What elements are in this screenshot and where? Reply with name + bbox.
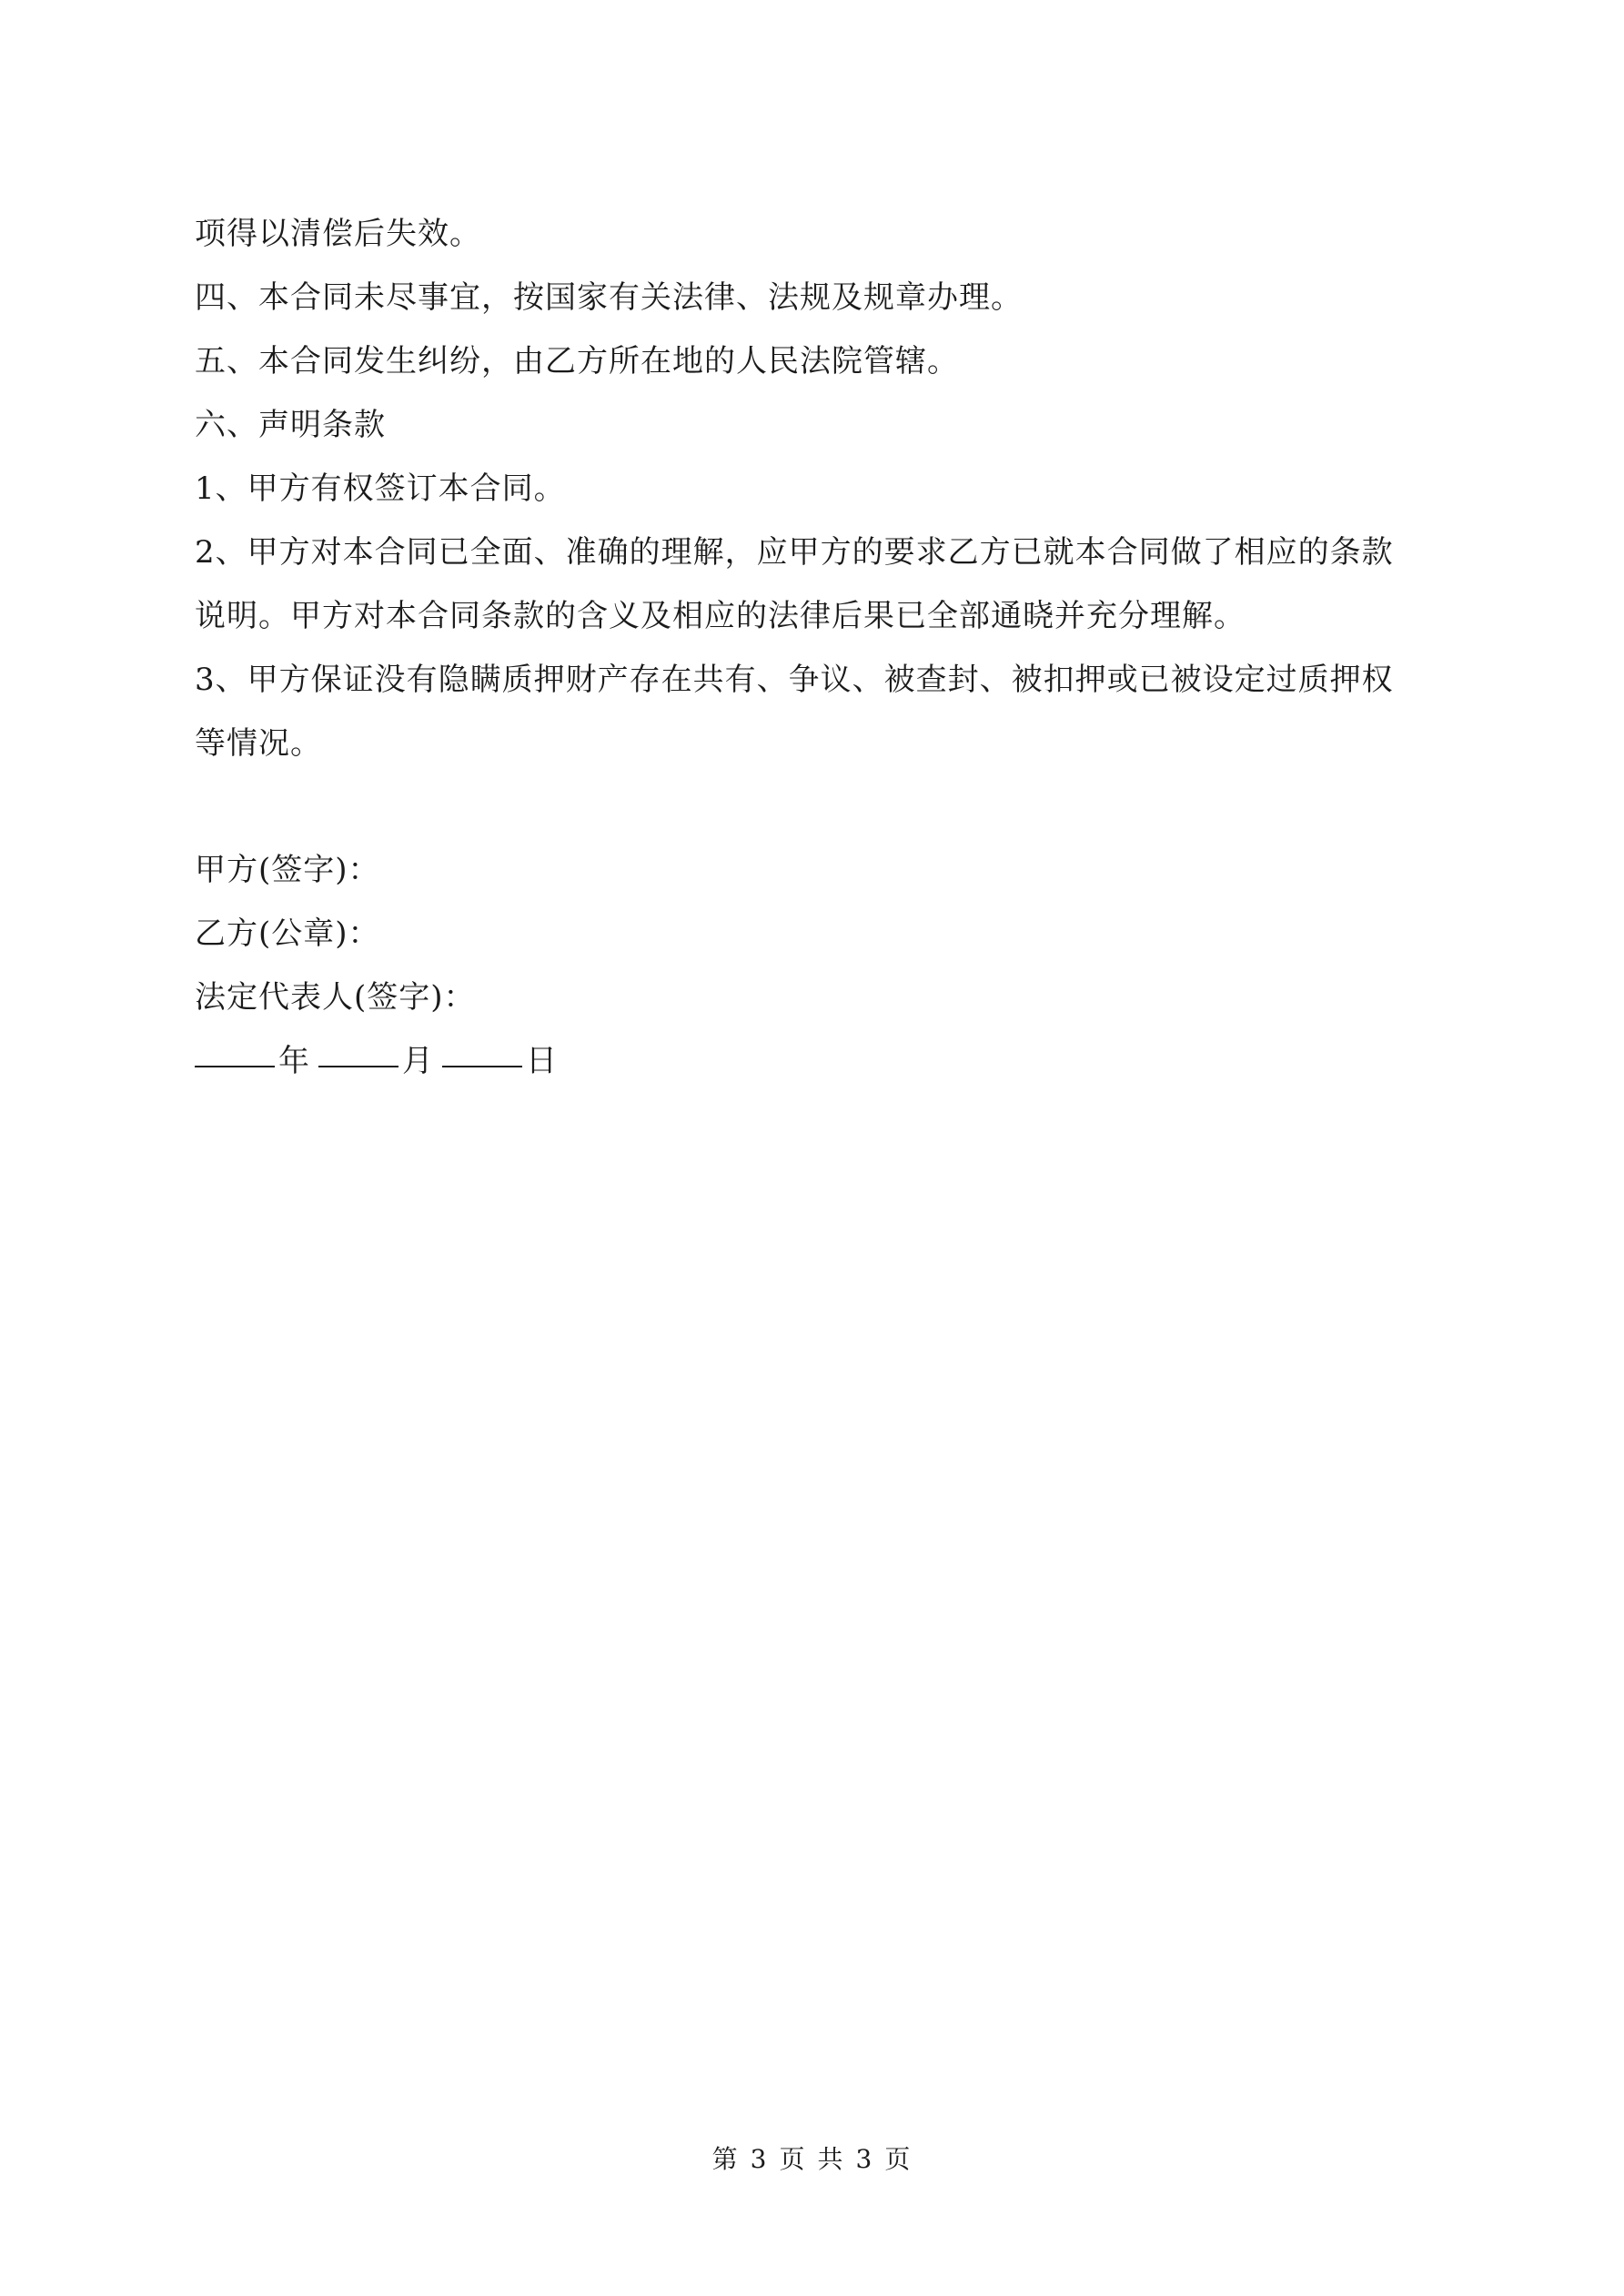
clause-six-heading: 六、声明条款: [195, 407, 386, 443]
footer-total-prefix: 共: [817, 2144, 845, 2174]
paragraph-continuation: 项得以清偿后失效。: [195, 216, 481, 252]
clause-five: 五、本合同发生纠纷，由乙方所在地的人民法院管辖。: [195, 343, 959, 379]
legal-rep-signature-label: 法定代表人(签字)：: [195, 979, 476, 1016]
declaration-item-1: 1、甲方有权签订本合同。: [195, 470, 566, 507]
clause-four: 四、本合同未尽事宜，按国家有关法律、法规及规章办理。: [195, 279, 1023, 316]
day-blank: [442, 1029, 522, 1067]
party-a-signature-label: 甲方(签字)：: [195, 852, 380, 888]
contract-body: [195, 202, 1450, 775]
year-label: 年: [278, 1043, 309, 1079]
month-blank: [318, 1029, 398, 1067]
year-blank: [195, 1029, 275, 1067]
month-label: 月: [402, 1043, 433, 1079]
page-footer: [0, 2141, 1624, 2178]
declaration-item-2-line-2: 说明。甲方对本合同条款的含义及相应的法律后果已全部通晓并充分理解。: [195, 598, 1246, 634]
footer-current-page: 3: [750, 2144, 769, 2174]
declaration-item-2-line-1: 2、甲方对本合同已全面、准确的理解，应甲方的要求乙方已就本合同做了相应的条款: [195, 534, 1394, 571]
signature-block: [195, 838, 1450, 1093]
party-b-seal-label: 乙方(公章)：: [195, 915, 380, 952]
footer-page-word: 页: [779, 2144, 807, 2174]
footer-suffix: 页: [884, 2144, 913, 2174]
footer-total-pages: 3: [855, 2144, 874, 2174]
declaration-item-3-line-1: 3、甲方保证没有隐瞒质押财产存在共有、争议、被查封、被扣押或已被设定过质押权: [195, 662, 1394, 698]
footer-prefix: 第: [711, 2144, 740, 2174]
date-line: [195, 1029, 1450, 1093]
declaration-item-3-line-2: 等情况。: [195, 725, 322, 762]
day-label: 日: [526, 1043, 557, 1079]
